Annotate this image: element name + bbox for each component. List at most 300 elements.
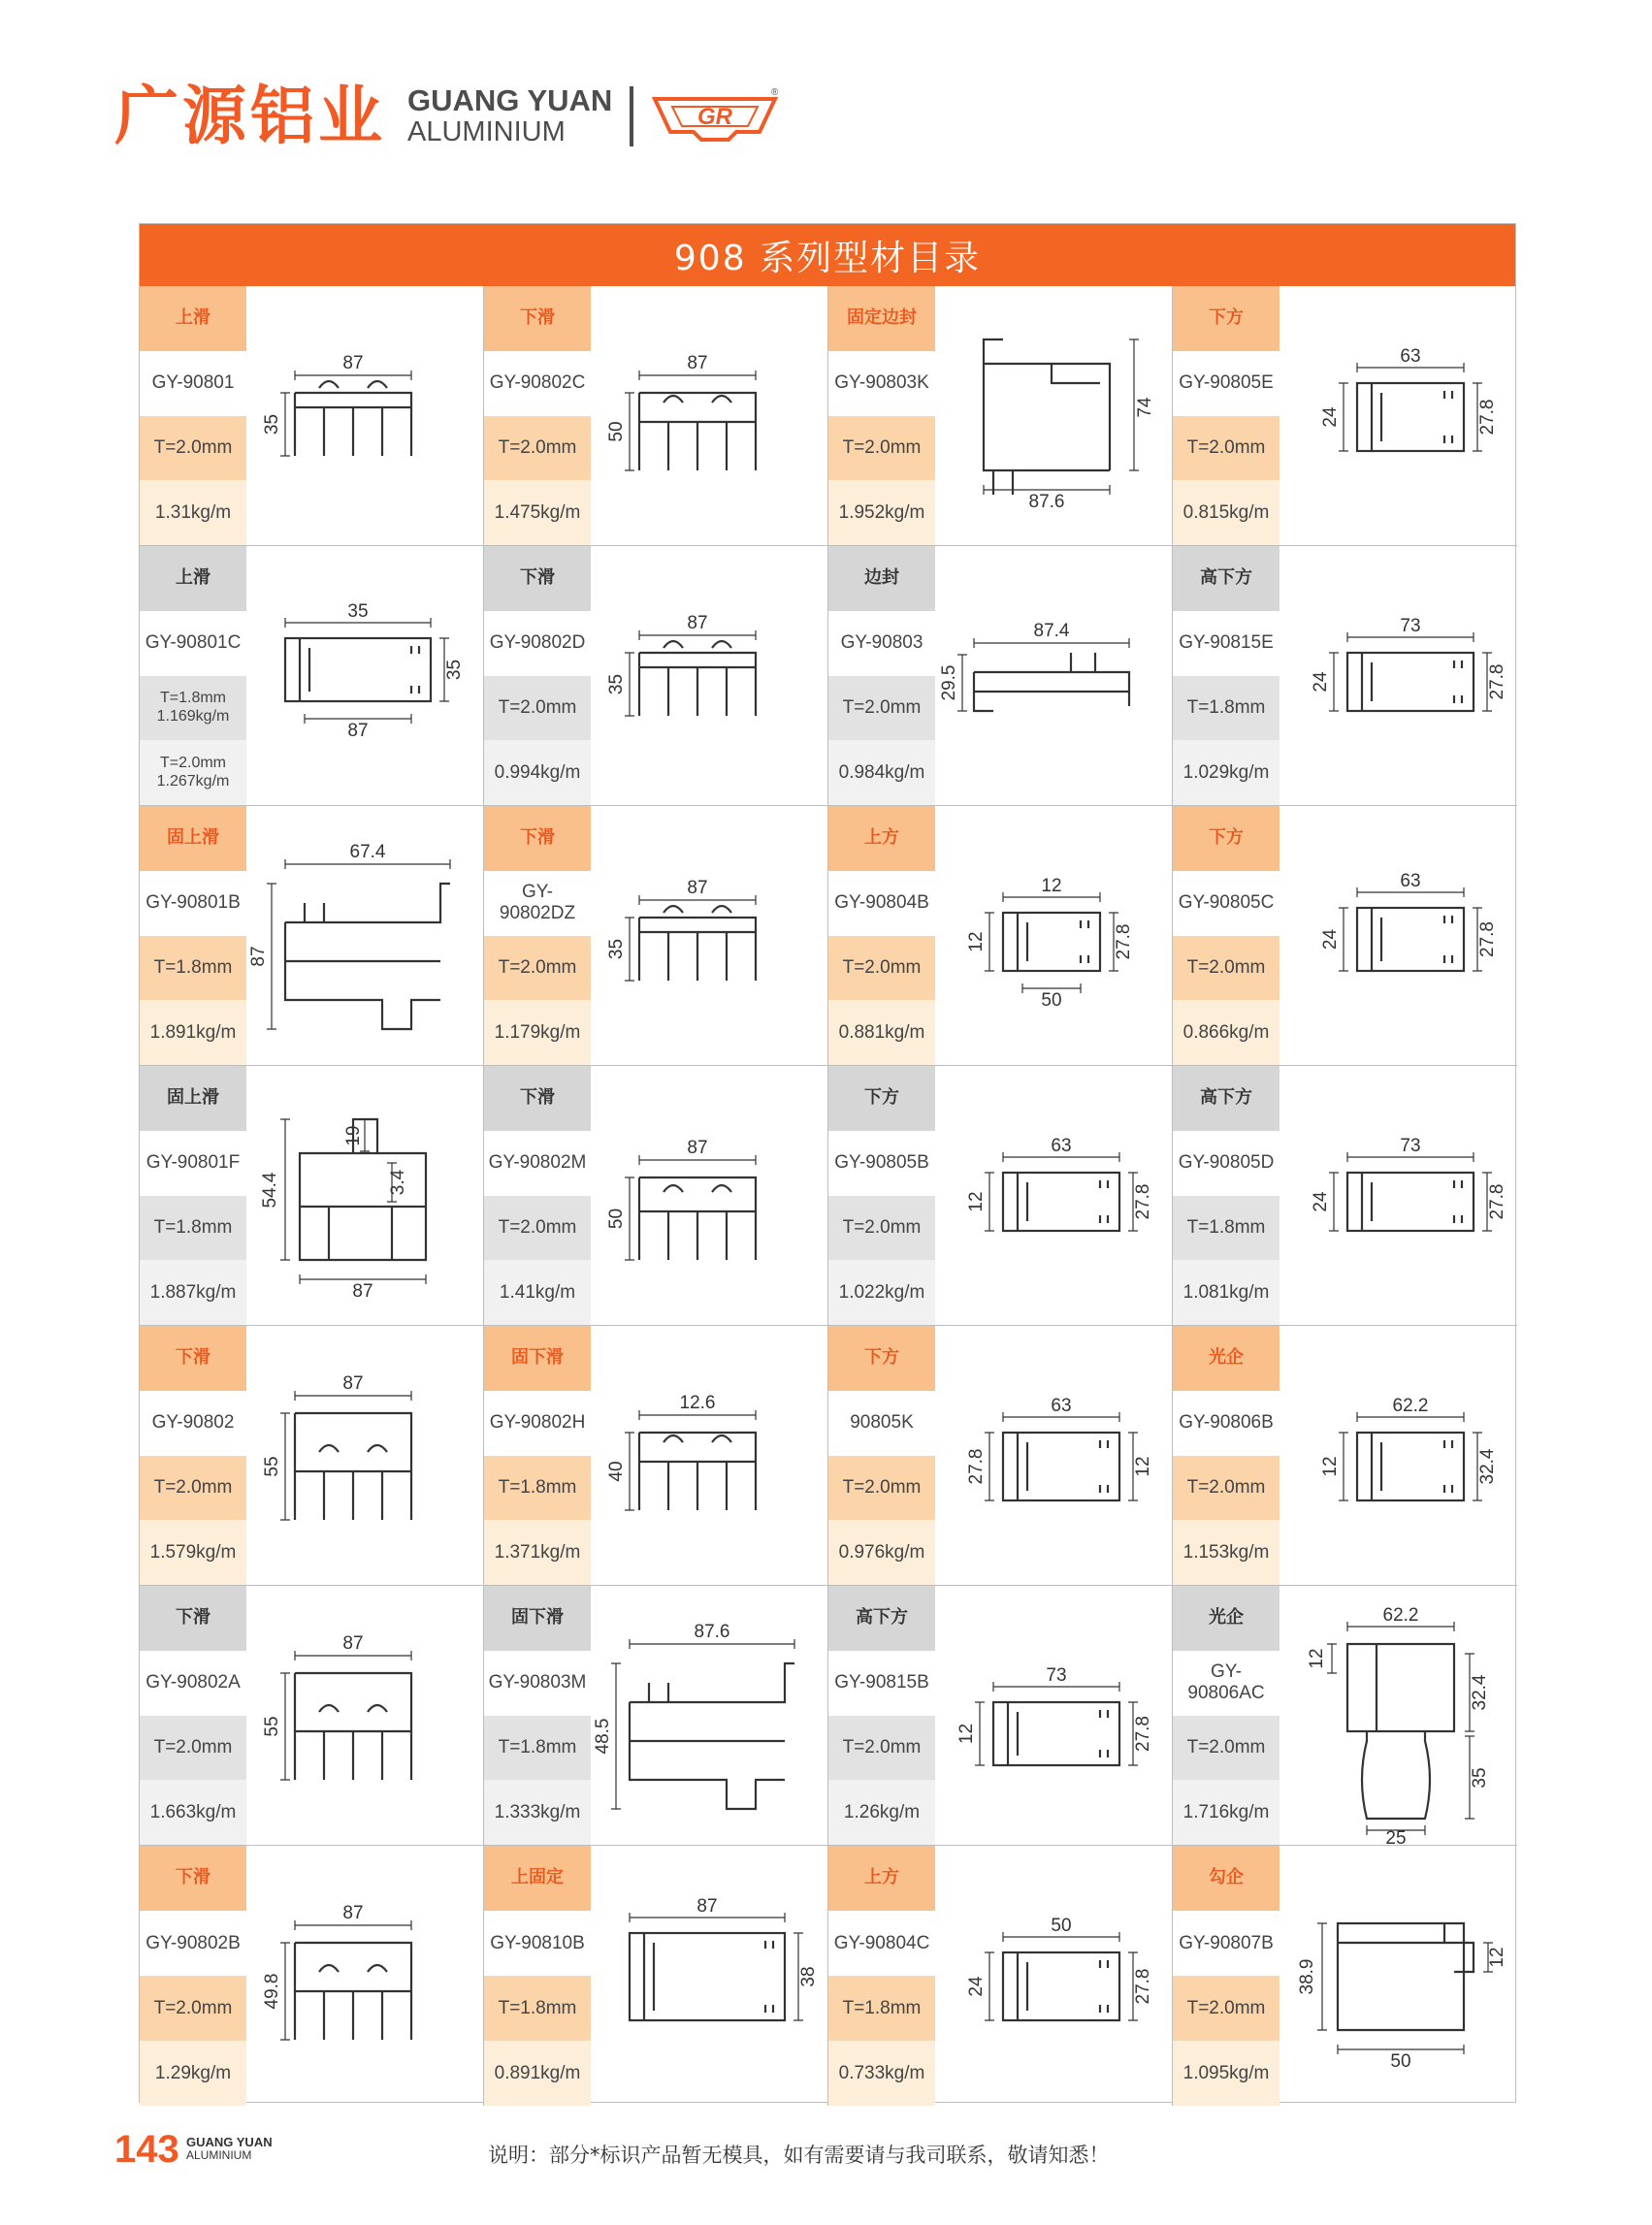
- dimension-label: 35: [1470, 1767, 1490, 1789]
- profile-catalog-table: [139, 223, 1516, 2103]
- profile-thickness: T=2.0mm: [484, 936, 591, 1001]
- cross-section-icon: [591, 546, 828, 806]
- brand-line-2: ALUMINIUM: [407, 116, 566, 148]
- profile-info: [1173, 1326, 1279, 1585]
- profile-code: GY-90801F: [140, 1131, 246, 1196]
- profile-name: 下滑: [140, 1586, 246, 1651]
- cross-section-icon: [935, 1846, 1173, 2106]
- profile-name: 下滑: [140, 1846, 246, 1911]
- profile-weight: 1.716kg/m: [1173, 1780, 1279, 1845]
- profile-thickness: T=2.0mm: [484, 416, 591, 481]
- profile-card: [484, 546, 828, 806]
- profile-code: GY-90805B: [828, 1131, 935, 1196]
- profile-code: GY-90815E: [1173, 611, 1279, 676]
- cross-section-icon: [1279, 546, 1517, 806]
- profile-weight: 1.022kg/m: [828, 1260, 935, 1325]
- brand-name-chinese: 广源铝业: [114, 79, 386, 153]
- dimension-label: 87: [687, 613, 708, 633]
- profile-weight: 1.179kg/m: [484, 1000, 591, 1065]
- profile-section-drawing: [591, 1326, 828, 1585]
- profile-thickness: T=2.0mm: [140, 1976, 246, 2041]
- profile-grid: [140, 286, 1515, 2106]
- cross-section-icon: [1279, 806, 1517, 1066]
- profile-section-drawing: [591, 806, 828, 1065]
- dimension-label: 24: [1320, 406, 1341, 428]
- profile-thickness: T=1.8mm: [1173, 1196, 1279, 1261]
- dimension-label: 35: [444, 659, 465, 681]
- profile-info: [484, 546, 591, 805]
- dimension-label: 50: [1041, 990, 1062, 1011]
- dimension-label: 27.8: [1487, 1183, 1507, 1220]
- dimension-label: 12: [966, 931, 987, 952]
- profile-section-drawing: [246, 1326, 484, 1585]
- dimension-label: 12: [1320, 1456, 1341, 1477]
- dimension-label: 50: [606, 1208, 627, 1230]
- dimension-label: 27.8: [1133, 1183, 1153, 1220]
- profile-section-drawing: [591, 1586, 828, 1845]
- profile-name: 边封: [828, 546, 935, 611]
- dimension-label: 87: [342, 1633, 364, 1654]
- profile-section-drawing: [1279, 806, 1517, 1065]
- cross-section-icon: [591, 286, 828, 546]
- logo-letters: GR: [697, 104, 733, 130]
- dimension-label: 74: [1135, 397, 1155, 418]
- profile-thickness: T=2.0mm: [828, 1716, 935, 1781]
- profile-card: [484, 286, 828, 546]
- profile-section-drawing: [935, 1066, 1173, 1325]
- profile-info: [1173, 546, 1279, 805]
- dimension-label: 55: [262, 1456, 282, 1477]
- profile-info: [484, 286, 591, 545]
- profile-info: [484, 1846, 591, 2106]
- profile-weight: 1.579kg/m: [140, 1520, 246, 1585]
- profile-code: GY-90801C: [140, 611, 246, 676]
- cross-section-icon: [591, 1326, 828, 1586]
- cross-section-icon: [935, 1326, 1173, 1586]
- profile-weight: 1.952kg/m: [828, 480, 935, 545]
- profile-name: 高下方: [1173, 1066, 1279, 1131]
- dimension-label: 29.5: [939, 664, 959, 701]
- profile-thickness: T=2.0mm: [828, 1196, 935, 1261]
- cross-section-icon: [246, 1846, 484, 2106]
- dimension-label: 87: [352, 1281, 373, 1302]
- profile-info: [828, 1586, 935, 1845]
- profile-card: [484, 1326, 828, 1586]
- profile-name: 固上滑: [140, 806, 246, 871]
- profile-section-drawing: [935, 286, 1173, 545]
- dimension-label: 62.2: [1392, 1396, 1429, 1416]
- profile-code: GY-90802M: [484, 1131, 591, 1196]
- profile-weight: 0.994kg/m: [484, 740, 591, 805]
- profile-info: [484, 1586, 591, 1845]
- profile-weight: 0.881kg/m: [828, 1000, 935, 1065]
- profile-info: [140, 806, 246, 1065]
- profile-info: [828, 286, 935, 545]
- page-footer: [114, 2128, 1521, 2177]
- dimension-label: 12: [966, 1191, 987, 1212]
- profile-name: 下滑: [484, 286, 591, 351]
- cross-section-icon: [246, 1326, 484, 1586]
- cross-section-icon: [591, 1066, 828, 1326]
- cross-section-icon: [246, 1586, 484, 1846]
- dimension-label: 63: [1051, 1396, 1072, 1416]
- profile-info: [828, 546, 935, 805]
- profile-section-drawing: [246, 806, 484, 1065]
- dimension-label: 27.8: [1133, 1968, 1153, 2005]
- profile-name: 上固定: [484, 1846, 591, 1911]
- profile-card: [1173, 546, 1517, 806]
- profile-name: 勾企: [1173, 1846, 1279, 1911]
- profile-code: GY-90807B: [1173, 1911, 1279, 1976]
- profile-info: [140, 546, 246, 805]
- dimension-label: 87: [342, 353, 364, 373]
- cross-section-icon: [591, 1586, 828, 1846]
- dimension-label: 35: [606, 938, 627, 960]
- profile-code: GY-90802C: [484, 351, 591, 416]
- profile-thickness: T=1.8mm: [484, 1456, 591, 1521]
- profile-card: [140, 806, 484, 1066]
- profile-name: 固下滑: [484, 1586, 591, 1651]
- profile-weight: 1.333kg/m: [484, 1780, 591, 1845]
- dimension-label: 38: [798, 1966, 819, 1987]
- profile-thickness: T=2.0mm: [1173, 936, 1279, 1001]
- profile-code: GY-90804B: [828, 871, 935, 936]
- profile-code: GY-90802: [140, 1391, 246, 1456]
- profile-thickness: T=2.0mm: [140, 1456, 246, 1521]
- profile-card: [140, 1326, 484, 1586]
- profile-card: [140, 1846, 484, 2106]
- dimension-label: 27.8: [966, 1448, 987, 1485]
- dimension-label: 48.5: [593, 1718, 613, 1755]
- dimension-label: 38.9: [1297, 1958, 1317, 1995]
- profile-weight: 1.081kg/m: [1173, 1260, 1279, 1325]
- profile-code: GY-90810B: [484, 1911, 591, 1976]
- profile-info: [1173, 286, 1279, 545]
- profile-thickness: T=1.8mm 1.169kg/m: [140, 676, 246, 741]
- profile-weight: 1.41kg/m: [484, 1260, 591, 1325]
- profile-weight: 1.475kg/m: [484, 480, 591, 545]
- dimension-label: 35: [347, 601, 369, 622]
- profile-card: [1173, 1066, 1517, 1326]
- brand-name-english: [407, 84, 612, 148]
- profile-code: GY-90803K: [828, 351, 935, 416]
- profile-section-drawing: [591, 546, 828, 805]
- dimension-label: 12.6: [679, 1393, 716, 1413]
- company-logo-icon: [651, 85, 779, 147]
- profile-thickness: T=2.0mm: [828, 936, 935, 1001]
- dimension-label: 67.4: [349, 842, 386, 862]
- dimension-label: 27.8: [1133, 1716, 1153, 1752]
- profile-name: 上方: [828, 806, 935, 871]
- profile-name: 上滑: [140, 546, 246, 611]
- profile-name: 固定边封: [828, 286, 935, 351]
- dimension-label: 24: [966, 1976, 987, 1997]
- profile-code: GY-90803: [828, 611, 935, 676]
- dimension-label: 50: [1051, 1916, 1072, 1936]
- profile-section-drawing: [246, 1066, 484, 1325]
- profile-info: [484, 806, 591, 1065]
- profile-card: [828, 546, 1173, 806]
- brand-divider: [630, 86, 633, 146]
- profile-code: GY-90815B: [828, 1651, 935, 1716]
- profile-thickness: T=2.0mm: [1173, 1456, 1279, 1521]
- page-number: 143: [114, 2128, 179, 2171]
- profile-weight: 1.26kg/m: [828, 1780, 935, 1845]
- dimension-label: 87: [342, 1903, 364, 1923]
- dimension-label: 24: [1311, 671, 1331, 693]
- profile-thickness: T=2.0mm: [484, 1196, 591, 1261]
- profile-section-drawing: [246, 546, 484, 805]
- profile-thickness: T=2.0mm: [140, 1716, 246, 1781]
- profile-section-drawing: [1279, 1586, 1517, 1845]
- profile-section-drawing: [246, 286, 484, 545]
- profile-card: [1173, 286, 1517, 546]
- cross-section-icon: [935, 546, 1173, 806]
- profile-info: [1173, 806, 1279, 1065]
- profile-thickness: T=1.8mm: [140, 936, 246, 1001]
- page-header: [114, 78, 779, 155]
- profile-weight: 0.866kg/m: [1173, 1000, 1279, 1065]
- footer-note: 说明：部分*标识产品暂无模具，如有需要请与我司联系，敬请知悉！: [488, 2144, 1110, 2167]
- profile-weight: 0.976kg/m: [828, 1520, 935, 1585]
- dimension-label: 55: [262, 1716, 282, 1737]
- profile-weight: 0.984kg/m: [828, 740, 935, 805]
- profile-weight: 1.371kg/m: [484, 1520, 591, 1585]
- dimension-label: 24: [1320, 928, 1341, 951]
- profile-code: GY-90806AC: [1173, 1651, 1279, 1716]
- profile-section-drawing: [1279, 1326, 1517, 1585]
- profile-card: [140, 1066, 484, 1326]
- profile-thickness: T=2.0mm: [828, 676, 935, 741]
- profile-code: GY-90802A: [140, 1651, 246, 1716]
- profile-card: [1173, 1586, 1517, 1846]
- profile-name: 下滑: [484, 806, 591, 871]
- profile-weight: 1.029kg/m: [1173, 740, 1279, 805]
- profile-section-drawing: [1279, 1846, 1517, 2106]
- profile-name: 下方: [1173, 286, 1279, 351]
- profile-card: [484, 1066, 828, 1326]
- cross-section-icon: [246, 546, 484, 806]
- profile-info: [828, 806, 935, 1065]
- cross-section-icon: [591, 1846, 828, 2106]
- cross-section-icon: [246, 806, 484, 1066]
- profile-section-drawing: [1279, 546, 1517, 805]
- cross-section-icon: [1279, 1066, 1517, 1326]
- dimension-label: 87: [687, 353, 708, 373]
- dimension-label: 32.4: [1470, 1674, 1490, 1711]
- profile-weight: 1.887kg/m: [140, 1260, 246, 1325]
- profile-weight: 1.095kg/m: [1173, 2041, 1279, 2106]
- profile-thickness: T=2.0mm: [828, 1456, 935, 1521]
- profile-code: GY-90804C: [828, 1911, 935, 1976]
- profile-thickness: T=2.0mm: [1173, 416, 1279, 481]
- footer-brand-line-1: GUANG YUAN: [186, 2135, 273, 2149]
- profile-section-drawing: [935, 1326, 1173, 1585]
- cross-section-icon: [935, 806, 1173, 1066]
- dimension-label: 35: [606, 673, 627, 695]
- dimension-label: 87: [687, 1138, 708, 1158]
- cross-section-icon: [935, 286, 1173, 546]
- dimension-label: 25: [1385, 1828, 1407, 1846]
- profile-name: 下滑: [140, 1326, 246, 1391]
- profile-info: [1173, 1846, 1279, 2106]
- profile-name: 上方: [828, 1846, 935, 1911]
- profile-card: [484, 1846, 828, 2106]
- profile-name: 固上滑: [140, 1066, 246, 1131]
- dimension-label: 73: [1400, 616, 1421, 636]
- cross-section-icon: [591, 806, 828, 1066]
- profile-code: GY-90802DZ: [484, 871, 591, 936]
- cross-section-icon: [1279, 1846, 1517, 2106]
- dimension-label: 50: [606, 421, 627, 442]
- profile-card: [1173, 1326, 1517, 1586]
- profile-thickness: T=2.0mm: [484, 676, 591, 741]
- profile-thickness: T=2.0mm: [1173, 1716, 1279, 1781]
- dimension-label: 87.4: [1033, 621, 1070, 641]
- dimension-label: 50: [1390, 2051, 1411, 2072]
- profile-name: 下方: [1173, 806, 1279, 871]
- dimension-label: 87: [248, 946, 269, 967]
- cross-section-icon: [1279, 1326, 1517, 1586]
- profile-code: GY-90805E: [1173, 351, 1279, 416]
- profile-weight: 0.891kg/m: [484, 2041, 591, 2106]
- profile-code: GY-90802D: [484, 611, 591, 676]
- profile-card: [828, 1846, 1173, 2106]
- profile-card: [828, 1326, 1173, 1586]
- dimension-label: 27.8: [1477, 921, 1498, 957]
- dimension-label: 63: [1400, 346, 1421, 367]
- dimension-label: 87: [696, 1896, 718, 1917]
- profile-section-drawing: [591, 1846, 828, 2106]
- profile-section-drawing: [935, 546, 1173, 805]
- catalog-title: 908 系列型材目录: [140, 224, 1515, 286]
- profile-card: [140, 546, 484, 806]
- profile-thickness: T=2.0mm: [828, 416, 935, 481]
- profile-section-drawing: [246, 1846, 484, 2106]
- footer-brand: [186, 2136, 273, 2161]
- profile-thickness: T=2.0mm: [140, 416, 246, 481]
- dimension-label: 87: [347, 721, 369, 741]
- profile-code: GY-90802B: [140, 1911, 246, 1976]
- profile-section-drawing: [1279, 1066, 1517, 1325]
- cross-section-icon: [1279, 1586, 1517, 1846]
- profile-thickness: T=1.8mm: [484, 1976, 591, 2041]
- dimension-label: 87: [687, 878, 708, 898]
- profile-weight: 1.153kg/m: [1173, 1520, 1279, 1585]
- dimension-label: 12: [956, 1723, 977, 1745]
- dimension-label: 54.4: [260, 1172, 280, 1209]
- profile-name: 光企: [1173, 1586, 1279, 1651]
- cross-section-icon: [935, 1066, 1173, 1326]
- profile-name: 固下滑: [484, 1326, 591, 1391]
- profile-name: 下滑: [484, 1066, 591, 1131]
- profile-code: GY-90805C: [1173, 871, 1279, 936]
- profile-code: GY-90803M: [484, 1651, 591, 1716]
- profile-code: GY-90801B: [140, 871, 246, 936]
- profile-thickness: T=1.8mm: [828, 1976, 935, 2041]
- dimension-label: 12: [1487, 1947, 1507, 1968]
- dimension-label: 12: [1307, 1648, 1327, 1669]
- profile-thickness: T=1.8mm: [140, 1196, 246, 1261]
- profile-info: [828, 1846, 935, 2106]
- profile-info: [140, 1846, 246, 2106]
- dimension-label: 73: [1400, 1136, 1421, 1156]
- profile-card: [1173, 806, 1517, 1066]
- profile-thickness: T=1.8mm: [1173, 676, 1279, 741]
- profile-code: 90805K: [828, 1391, 935, 1456]
- profile-info: [140, 1586, 246, 1845]
- profile-weight: T=2.0mm 1.267kg/m: [140, 740, 246, 805]
- cross-section-icon: [246, 286, 484, 546]
- profile-name: 下方: [828, 1326, 935, 1391]
- profile-name: 高下方: [828, 1586, 935, 1651]
- profile-card: [828, 1066, 1173, 1326]
- profile-weight: 0.815kg/m: [1173, 480, 1279, 545]
- registered-mark: ®: [771, 87, 779, 98]
- dimension-label: 27.8: [1477, 399, 1498, 435]
- profile-weight: 1.663kg/m: [140, 1780, 246, 1845]
- profile-section-drawing: [591, 1066, 828, 1325]
- dimension-label: 40: [606, 1461, 627, 1482]
- profile-code: GY-90805D: [1173, 1131, 1279, 1196]
- profile-info: [828, 1326, 935, 1585]
- profile-name: 高下方: [1173, 546, 1279, 611]
- profile-card: [828, 286, 1173, 546]
- profile-info: [484, 1066, 591, 1325]
- profile-section-drawing: [591, 286, 828, 545]
- dimension-label: 19: [343, 1125, 364, 1146]
- profile-thickness: T=1.8mm: [484, 1716, 591, 1781]
- dimension-label: 32.4: [1477, 1448, 1498, 1485]
- brand-line-1: GUANG YUAN: [407, 83, 613, 117]
- profile-section-drawing: [935, 1586, 1173, 1845]
- profile-weight: 1.29kg/m: [140, 2041, 246, 2106]
- dimension-label: 12: [1041, 876, 1062, 896]
- profile-card: [484, 1586, 828, 1846]
- profile-thickness: T=2.0mm: [1173, 1976, 1279, 2041]
- dimension-label: 12: [1133, 1456, 1153, 1477]
- profile-code: GY-90802H: [484, 1391, 591, 1456]
- footer-brand-line-2: ALUMINIUM: [186, 2147, 252, 2162]
- profile-name: 下方: [828, 1066, 935, 1131]
- dimension-label: 27.8: [1114, 923, 1134, 960]
- dimension-label: 35: [262, 413, 282, 435]
- profile-name: 光企: [1173, 1326, 1279, 1391]
- dimension-label: 73: [1046, 1665, 1067, 1686]
- profile-code: GY-90801: [140, 351, 246, 416]
- dimension-label: 62.2: [1382, 1605, 1419, 1626]
- dimension-label: 63: [1051, 1136, 1072, 1156]
- profile-section-drawing: [935, 806, 1173, 1065]
- cross-section-icon: [1279, 286, 1517, 546]
- profile-card: [828, 1586, 1173, 1846]
- profile-weight: 1.31kg/m: [140, 480, 246, 545]
- dimension-label: 24: [1311, 1191, 1331, 1212]
- cross-section-icon: [246, 1066, 484, 1326]
- dimension-label: 87.6: [1028, 492, 1065, 512]
- profile-info: [140, 286, 246, 545]
- profile-section-drawing: [935, 1846, 1173, 2106]
- profile-info: [1173, 1586, 1279, 1845]
- dimension-label: 3.4: [388, 1169, 408, 1196]
- profile-weight: 1.891kg/m: [140, 1000, 246, 1065]
- dimension-label: 87: [342, 1373, 364, 1394]
- profile-card: [828, 806, 1173, 1066]
- dimension-label: 27.8: [1487, 663, 1507, 700]
- profile-info: [484, 1326, 591, 1585]
- profile-info: [140, 1326, 246, 1585]
- profile-info: [1173, 1066, 1279, 1325]
